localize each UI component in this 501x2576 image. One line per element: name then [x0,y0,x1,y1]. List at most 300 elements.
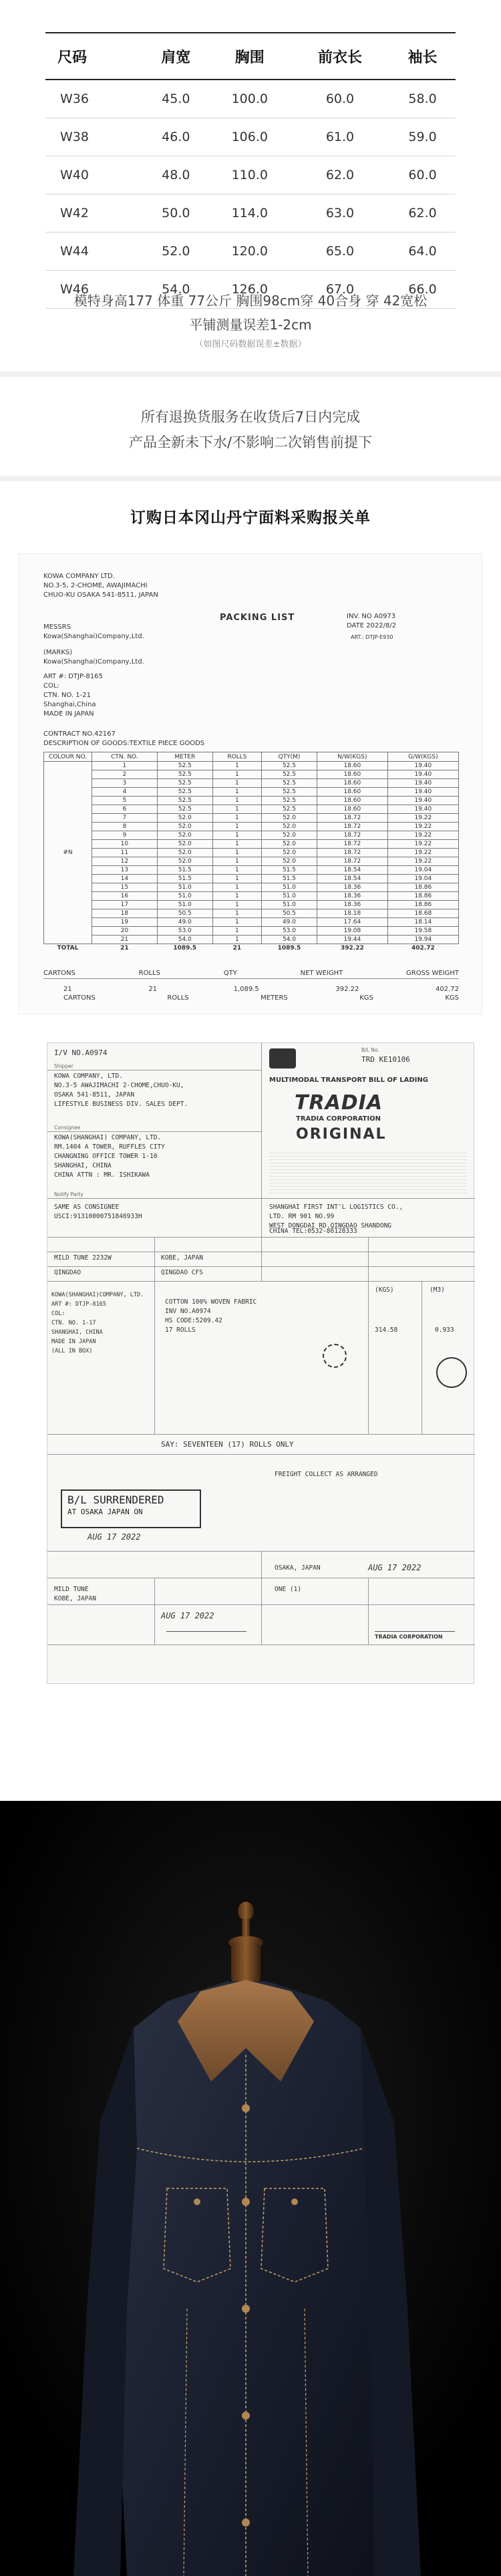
pl-cell: 51.0 [157,883,212,892]
pl-title: PACKING LIST [220,613,295,623]
pl-cell: 18.54 [317,875,388,883]
bol-on-board-port: KOBE, JAPAN [54,1595,96,1602]
packing-row [44,779,459,788]
summary-unit: KGS [445,994,459,1002]
bol-seal-icon [436,1357,467,1388]
bol-number: TRD KE10106 [361,1055,410,1064]
pl-total-cell: 1089.5 [261,944,317,953]
pl-cell: 52.0 [261,857,317,866]
summary-header: GROSS WEIGHT [406,970,459,977]
packing-table-header [44,752,459,762]
pl-cell: 52.5 [261,797,317,805]
size-value: 54.0 [143,270,209,308]
pl-cell: 19 [92,918,158,927]
bol-gross-weight: 314.58 [375,1326,398,1334]
bol-freight: FREIGHT COLLECT AS ARRANGED [275,1471,378,1478]
pl-cell: 1 [212,909,261,918]
pl-cell: 18.36 [317,901,388,909]
pl-cell: 18.60 [317,762,388,770]
bol-issue-place: OSAKA, JAPAN [275,1564,321,1572]
pl-cell: 18.72 [317,857,388,866]
pl-cell: 54.0 [261,936,317,944]
pl-cell: 51.0 [261,883,317,892]
pl-cell: 18.86 [387,901,458,909]
size-code: W42 [45,194,143,232]
pl-cell: 16 [92,892,158,901]
bol-measure: 0.933 [435,1326,454,1334]
bol-goods: COTTON 100% WOVEN FABRIC [165,1298,257,1306]
size-value: 64.0 [389,232,456,270]
bol-rule [154,1281,155,1434]
pl-total-cell: 392.22 [317,944,388,953]
bol-rule [47,1131,261,1132]
packing-row [44,814,459,823]
bol-label: B/L No. [361,1047,379,1053]
bol-seal-icon [323,1344,347,1368]
pl-cell: 51.0 [261,901,317,909]
bol-rule [47,1281,475,1282]
bol-agent: LTD. RM 901 NO.99 [269,1213,335,1220]
pl-total-cell: TOTAL [44,944,92,953]
product-photo [0,1801,501,2576]
pl-cell: 18.86 [387,892,458,901]
pl-address: CHUO-KU OSAKA 541-8511, JAPAN [43,591,158,599]
packing-row [44,797,459,805]
pl-art-ref: ART.: DTJP-E930 [351,634,393,640]
pl-cell: 18.72 [317,831,388,840]
packing-row [44,883,459,892]
size-table-body [45,80,456,308]
pl-cell: 12 [92,857,158,866]
bol-say-total: SAY: SEVENTEEN (17) ROLLS ONLY [161,1440,294,1449]
bol-marks: CTN. NO. 1-17 [51,1320,96,1326]
size-row [45,232,456,270]
bol-consignee: CHANGNING OFFICE TOWER 1-10 [54,1153,158,1160]
pl-cell: 5 [92,797,158,805]
pl-cell: 52.5 [157,779,212,788]
pl-cell: 51.0 [157,892,212,901]
pl-cell: 1 [212,875,261,883]
pl-cell: 1 [212,797,261,805]
pl-cell: 19.40 [387,805,458,814]
pl-cell: 19.40 [387,762,458,770]
packing-table-body [44,762,459,953]
pl-cell: 17.64 [317,918,388,927]
pl-header-cell: METER [157,752,212,762]
bol-goods: INV NO.A0974 [165,1308,211,1315]
packing-table [43,752,459,953]
pl-cell: 7 [92,814,158,823]
pl-cell: 18.68 [387,909,458,918]
bol-rule [368,1237,369,1281]
packing-row [44,770,459,779]
size-code: W36 [45,80,143,118]
stamp-date: AUG 17 2022 [88,1532,141,1542]
pl-cell: 18.60 [317,805,388,814]
size-value: 48.0 [143,156,209,194]
packing-row [44,866,459,875]
pl-cell: 52.5 [261,788,317,797]
bol-marks: SHANGHAI, CHINA [51,1329,103,1336]
summary-unit: KGS [359,994,373,1002]
bol-rule [368,1281,369,1434]
bol-port-discharge: QINGDAO [54,1269,81,1276]
pl-cell: 1 [212,770,261,779]
pl-cell: 15 [92,883,158,892]
size-header-cell: 袖长 [389,33,456,80]
pl-contract: CONTRACT NO.42167 [43,730,116,738]
pl-cell: 54.0 [157,936,212,944]
bol-notify: USCI:91310000751846933H [54,1213,142,1220]
bol-rule [368,1578,369,1644]
pl-cell: 51.5 [157,875,212,883]
pl-cell: 52.5 [261,762,317,770]
bol-goods: 17 ROLLS [165,1326,196,1334]
pl-cell: 19.40 [387,779,458,788]
pl-cell: 18 [92,909,158,918]
bol-marks: COL: [51,1310,65,1317]
size-value: 66.0 [389,270,456,308]
bol-measure-label: (M3) [430,1286,445,1294]
size-value: 58.0 [389,80,456,118]
return-policy: 所有退换货服务在收货后7日内完成 [140,409,361,425]
pl-cell: 19.40 [387,770,458,779]
pl-date: DATE 2022/8/2 [347,622,397,629]
pl-cell: 20 [92,927,158,936]
pl-cell: 19.40 [387,788,458,797]
pl-marks-label: (MARKS) [43,649,73,656]
summary-header-row [43,968,459,979]
packing-row [44,831,459,840]
size-value: 63.0 [291,194,389,232]
pl-cell: 18.60 [317,770,388,779]
bol-multimodal-title: MULTIMODAL TRANSPORT BILL OF LADING [269,1077,428,1084]
bol-label: Notify Party [54,1191,84,1197]
size-value: 59.0 [389,118,456,156]
summary-unit: ROLLS [167,994,189,1002]
pl-cell: 19.94 [387,936,458,944]
pl-cell: 18.14 [387,918,458,927]
pl-cell: 19.22 [387,849,458,857]
bol-invoice-no: I/V NO.A0974 [54,1048,108,1057]
pl-cell: 19.44 [317,936,388,944]
document-section-title: 订购日本冈山丹宁面料采购报关单 [130,509,371,527]
measure-footnote: （如图尺码数据误差±数据） [194,339,307,349]
model-info: 模特身高177 体重 77公斤 胸围98cm穿 40合身 穿 42宽松 [73,293,428,309]
size-value: 65.0 [291,232,389,270]
summary-value: 392.22 [335,986,359,993]
packing-row [44,936,459,944]
size-value: 62.0 [389,194,456,232]
pl-cell: 51.0 [261,892,317,901]
pl-cell: 19.22 [387,857,458,866]
size-code: W46 [45,270,143,308]
bol-notify: SAME AS CONSIGNEE [54,1203,120,1211]
pl-cell: 1 [212,857,261,866]
pl-cell: 53.0 [261,927,317,936]
bol-rule [47,1644,475,1645]
pl-cell: 18.72 [317,840,388,849]
pl-cell: 18.60 [317,779,388,788]
size-row [45,194,456,232]
pl-cell: 18.36 [317,883,388,892]
pl-cell: 19.40 [387,797,458,805]
packing-row [44,857,459,866]
bol-place-delivery: QINGDAO CFS [161,1269,203,1276]
bol-brand-corp: TRADIA CORPORATION [296,1115,381,1123]
pl-cell: 52.5 [261,779,317,788]
bol-consignee: SHANGHAI, CHINA [54,1162,112,1169]
bol-rule [261,1551,262,1644]
pl-cell: 52.0 [157,849,212,857]
size-value: 126.0 [209,270,291,308]
packing-row [44,927,459,936]
pl-cell: 19.22 [387,840,458,849]
summary-value: 21 [63,986,72,993]
bol-agent: WEST DONGDAI RD.QINGDAO SHANDONG [269,1222,392,1230]
pl-cell: 19.22 [387,814,458,823]
bol-rule [154,1578,155,1644]
size-value: 60.0 [389,156,456,194]
size-chart-section [0,0,501,374]
packing-row [44,788,459,797]
section-divider [0,476,501,481]
summary-header: NET WEIGHT [300,970,343,977]
pl-cell: 18.60 [317,797,388,805]
pl-cell: 1 [92,762,158,770]
size-value: 110.0 [209,156,291,194]
bol-vessel: MILD TUNE 2232W [54,1254,112,1262]
pl-cell: 18.72 [317,823,388,831]
size-value: 62.0 [291,156,389,194]
pl-cell: 6 [92,805,158,814]
pl-cell: 52.0 [157,840,212,849]
pl-colour-cell: #N [44,762,92,944]
pl-cell: 19.22 [387,823,458,831]
pl-cell: 14 [92,875,158,883]
size-header-cell: 胸围 [209,33,291,80]
pl-header-cell: G/W(KGS) [387,752,458,762]
bol-marks: MADE IN JAPAN [51,1338,96,1345]
packing-row [44,901,459,909]
pl-cell: 18.60 [317,788,388,797]
size-value: 120.0 [209,232,291,270]
pl-cell: 9 [92,831,158,840]
bol-issue-date: AUG 17 2022 [368,1563,422,1572]
size-value: 106.0 [209,118,291,156]
bol-marks: KOWA(SHANGHAI)COMPANY, LTD. [51,1292,144,1298]
pl-cell: 52.0 [261,823,317,831]
pl-header-cell: COLOUR NO. [44,752,92,762]
pl-cell: 19.22 [387,831,458,840]
pl-cell: 18.72 [317,849,388,857]
pl-marks: Shanghai,China [43,701,96,708]
pl-header-cell: N/W(KGS) [317,752,388,762]
size-value: 45.0 [143,80,209,118]
pl-address: NO.3-5, 2-CHOME, AWAJIMACHI [43,582,148,589]
bol-label: Shipper [54,1063,73,1069]
packing-row [44,892,459,901]
size-value: 100.0 [209,80,291,118]
denim-jacket-on-mannequin-illustration [0,1801,501,2576]
bol-label: Consignee [54,1125,81,1131]
pl-cell: 52.0 [157,823,212,831]
pl-cell: 51.5 [261,875,317,883]
tradia-logo-icon [269,1048,296,1068]
pl-cell: 1 [212,849,261,857]
size-row [45,80,456,118]
signature-line [375,1631,455,1632]
pl-invoice-no: INV. NO A0973 [347,613,396,620]
pl-marks: MADE IN JAPAN [43,710,94,718]
pl-cell: 1 [212,831,261,840]
bol-rule [47,1454,475,1455]
pl-cell: 51.5 [261,866,317,875]
pl-cell: 18.72 [317,814,388,823]
packing-row [44,909,459,918]
pl-cell: 11 [92,849,158,857]
pl-cell: 4 [92,788,158,797]
bol-brand: TRADIA [295,1091,383,1115]
pl-header-cell: CTN. NO. [92,752,158,762]
pl-cell: 53.0 [157,927,212,936]
pl-cell: 51.0 [157,901,212,909]
pl-cell: 1 [212,823,261,831]
pl-cell: 1 [212,814,261,823]
bol-agent: CHINA TEL:0532-86128333 [269,1228,357,1235]
packing-summary [43,968,459,1002]
pl-cell: 19.04 [387,875,458,883]
bill-of-lading-document [47,1042,474,1684]
pl-marks: Kowa(Shanghai)Company,Ltd. [43,658,144,666]
size-row [45,156,456,194]
pl-cell: 18.86 [387,883,458,892]
pl-cell: 1 [212,788,261,797]
summary-value-row [43,979,459,993]
pl-cell: 52.5 [261,805,317,814]
bl-surrendered-stamp [61,1489,201,1528]
section-divider [0,372,501,377]
pl-cell: 1 [212,927,261,936]
summary-header: QTY [223,970,237,977]
bol-marks: ART #: DTJP-8165 [51,1301,106,1308]
bol-consignee: CHINA ATTN : MR. ISHIKAWA [54,1171,150,1179]
size-value: 46.0 [143,118,209,156]
pl-cell: 52.5 [157,797,212,805]
size-code: W44 [45,232,143,270]
pl-cell: 52.5 [157,770,212,779]
pl-cell: 8 [92,823,158,831]
bol-rule [47,1434,475,1435]
summary-header: ROLLS [138,970,160,977]
pl-cell: 51.5 [157,866,212,875]
pl-cell: 52.0 [261,831,317,840]
size-value: 114.0 [209,194,291,232]
bol-consignee: RM.1404 A TOWER, RUFFLES CITY [54,1143,165,1151]
pl-cell: 52.0 [157,814,212,823]
bol-goods: HS CODE:5209.42 [165,1317,222,1324]
pl-cell: 21 [92,936,158,944]
service-notes [0,380,501,480]
packing-row [44,849,459,857]
pl-cell: 2 [92,770,158,779]
denim-jacket-icon [73,1980,421,2576]
pl-cell: 1 [212,936,261,944]
pl-cell: 1 [212,918,261,927]
packing-row [44,823,459,831]
pl-cell: 3 [92,779,158,788]
pl-cell: 1 [212,762,261,770]
pl-cell: 1 [212,866,261,875]
bol-originals: ONE (1) [275,1586,302,1593]
pl-cell: 1 [212,779,261,788]
size-value: 67.0 [291,270,389,308]
pl-cell: 52.5 [157,788,212,797]
pl-marks: CTN. NO. 1-21 [43,692,91,699]
packing-row [44,762,459,770]
bol-shipper: OSAKA 541-8511, JAPAN [54,1091,135,1099]
bol-consignee: KOWA(SHANGHAI) COMPANY, LTD. [54,1134,162,1141]
packing-row [44,840,459,849]
pl-total-cell: 21 [92,944,158,953]
pl-cell: 10 [92,840,158,849]
bol-shipper: LIFESTYLE BUSINESS DIV. SALES DEPT. [54,1101,188,1108]
size-header-cell: 肩宽 [143,33,209,80]
bol-rule [261,1043,262,1281]
pl-cell: 49.0 [157,918,212,927]
bol-agent: SHANGHAI FIRST INT'L LOGISTICS CO., [269,1203,403,1211]
bol-footer-corp: TRADIA CORPORATION [375,1634,443,1640]
pl-cell: 52.5 [261,770,317,779]
bol-port-loading: KOBE, JAPAN [161,1254,203,1262]
pl-company: KOWA COMPANY LTD. [43,573,115,580]
bol-rule [154,1237,155,1281]
stamp-text: B/L SURRENDERED [67,1493,164,1506]
pl-cell: 18.54 [317,866,388,875]
pl-total-cell: 402.72 [387,944,458,953]
pl-cell: 18.36 [317,892,388,901]
pl-cell: 49.0 [261,918,317,927]
summary-value: 21 [148,986,158,993]
pl-cell: 1 [212,840,261,849]
pl-messrs: MESSRS [43,623,71,631]
bol-on-board-vessel: MILD TUNE [54,1586,89,1593]
measure-tolerance: 平铺测量误差1-2cm [189,317,312,333]
pl-cell: 52.0 [261,814,317,823]
size-value: 60.0 [291,80,389,118]
pl-header-cell: ROLLS [212,752,261,762]
pl-cell: 52.0 [261,849,317,857]
summary-unit-row [43,993,459,1002]
size-code: W40 [45,156,143,194]
bol-shipper: KOWA COMPANY, LTD. [54,1072,123,1080]
packing-list-document [19,553,482,1014]
summary-unit: METERS [261,994,288,1002]
packing-row [44,805,459,814]
pl-cell: 52.5 [157,805,212,814]
size-value: 50.0 [143,194,209,232]
pl-cell: 50.5 [261,909,317,918]
summary-unit: CARTONS [63,994,96,1002]
pl-description: DESCRIPTION OF GOODS:TEXTILE PIECE GOODS [43,740,205,747]
return-condition: 产品全新未下水/不影响二次销售前提下 [128,434,373,450]
pl-marks: COL: [43,682,59,690]
pl-marks: ART #: DTJP-8165 [43,673,103,680]
summary-header: CARTONS [43,970,75,977]
pl-total-cell: 21 [212,944,261,953]
pl-cell: 19.04 [387,866,458,875]
size-value: 61.0 [291,118,389,156]
